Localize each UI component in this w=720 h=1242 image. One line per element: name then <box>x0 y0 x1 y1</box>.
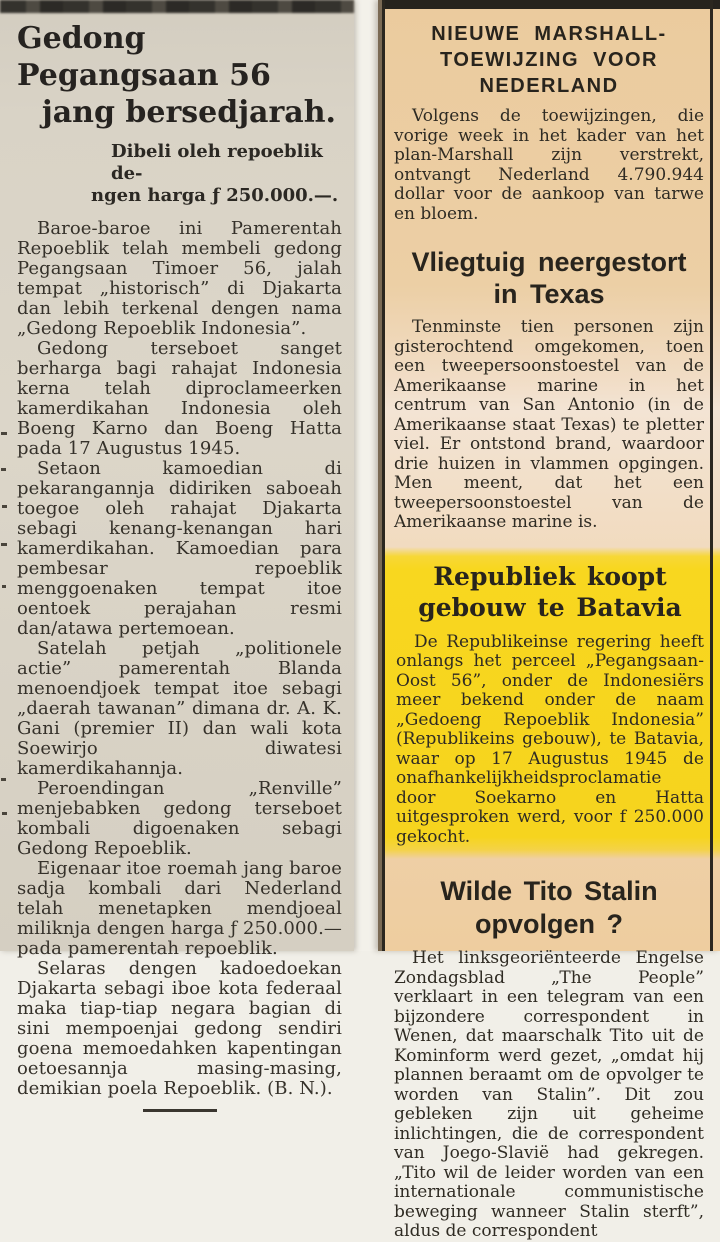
right-column <box>394 9 704 1242</box>
article-tito-headline: Wilde Tito Stalin opvolgen ? <box>440 876 658 939</box>
left-headline <box>17 20 342 131</box>
left-article <box>17 16 342 1112</box>
left-clipping <box>0 0 354 1099</box>
left-paragraph-5: Peroendingan „Renville” menjebabken gedong terseboet kombali digoenaken sebagi Gedong Repoeblik. <box>17 778 342 859</box>
article-vliegtuig-texas <box>394 246 704 533</box>
column-rule-left <box>382 0 385 951</box>
article-republiek-body: De Republikeinse regering heeft onlangs het perceel „Pegangsaan-Oost 56”, onder de Indonesiërs meer bekend onder de naam „Gedoeng Repoeblik Indonesia” (Republikeins gebouw), te Batavia, waar op 17 Augustus 1945 de onafhankelijkheidsproclamatie door Soekarno en Hatta uitgesproken werd, voor f 250.000 gekocht. <box>396 631 704 847</box>
article-marshall-body: Volgens de toewijzingen, die vorige week in het kader van het plan-Marshall zijn verstrekt, ontvangt Nederland 4.790.944 dollar voor de aankoop van tarwe en bloem. <box>394 106 704 224</box>
right-clipping-cut-edge <box>378 0 720 9</box>
left-subhead-line2: ngen harga ƒ 250.000.—. <box>91 185 339 206</box>
article-republiek-headline: Republiek koopt gebouw te Batavia <box>418 561 682 622</box>
article-tito-body: Het linksgeoriënteerde Engelse Zondagsblad „The People” verklaart in een telegram van een bijzondere correspondent in Wenen, dat maarschalk Tito uit de Kominform werd gezet, „omdat hij plannen beraamt om de opvolger te worden van Stalin”. Dit zou gebleken zijn uit geheime inlichtingen, die de correspondent van Joego-Slavië had gekregen. „Tito wil de leider worden van een internationale communistische beweging wanneer Stalin sterft”, aldus de correspondent <box>394 948 704 1241</box>
article-marshall-toewijzing <box>394 21 704 224</box>
left-paragraph-7: Selaras dengen kadoedoekan Djakarta sebagi iboe kota federaal maka tiap-tiap negara bagian di sini mempoenjai gedong sendiri goena memoedahken kapentingan oetoesannja masing-masing, demikian poela Repoeblik. (B. N.). <box>17 958 342 1099</box>
article-tito-stalin <box>394 875 704 1242</box>
article-vliegtuig-headline: Vliegtuig neergestort in Texas <box>411 247 687 309</box>
left-paragraph-3: Setaon kamoedian di pekarangannja didiriken saboeah toegoe oleh rahajat Djakarta sebagi kenang-kenangan hari kamerdikahan. Kamoedian para pembesar repoeblik menggoenaken tempat itoe oentoek perajahan resmi dan/atawa pertemoean. <box>17 458 342 639</box>
article-end-divider <box>143 1109 217 1112</box>
column-rule-right <box>710 0 713 951</box>
left-headline-line1: Gedong Pegangsaan 56 <box>17 21 271 93</box>
left-paragraph-1: Baroe-baroe ini Pamerentah Repoeblik telah membeli gedong Pegangsaan Timoer 56, jalah tempat „historisch” di Djakarta dan lebih terkenal dengen nama „Gedong Repoeblik Indonesia”. <box>17 218 342 339</box>
left-clipping-cut-edge <box>0 0 354 13</box>
article-vliegtuig-body: Tenminste tien personen zijn gisterochtend omgekomen, toen een tweepersoonstoestel van de Amerikaanse marine in het centrum van San Antonio (in de Amerikaanse staat Texas) te pletter viel. Er ontstond brand, waardoor drie huizen in vlammen opgingen. Men meent, dat het een tweepersoonstoestel van de Amerikaanse marine is. <box>394 317 704 532</box>
left-paragraph-2: Gedong terseboet sanget berharga bagi rahajat Indonesia kerna telah diproclameerken kamerdikahan Indonesia oleh Boeng Karno dan Boeng Hatta pada 17 Augustus 1945. <box>17 338 342 459</box>
left-paragraph-4: Satelah petjah „politionele actie” pamerentah Blanda menoendjoek tempat itoe sebagi „daerah tawanan” dimana dr. A. K. Gani (premier II) dan wali kota Soewirjo diwatesi kamerdikahannja. <box>17 638 342 779</box>
left-subhead <box>17 141 342 207</box>
left-headline-line2: jang bersedjarah. <box>41 95 336 130</box>
article-republiek-gebouw-highlighted <box>378 547 720 860</box>
left-subhead-line1: Dibeli oleh repoeblik de- <box>111 141 323 184</box>
left-paragraph-6: Eigenaar itoe roemah jang baroe sadja kombali dari Nederland telah menetapken mendjoeal miliknja dengen harga ƒ 250.000.— pada pamerentah repoeblik. <box>17 858 342 959</box>
article-marshall-headline: NIEUWE MARSHALL-TOEWIJZING VOOR NEDERLAND <box>431 23 667 97</box>
right-clipping <box>378 0 720 1241</box>
